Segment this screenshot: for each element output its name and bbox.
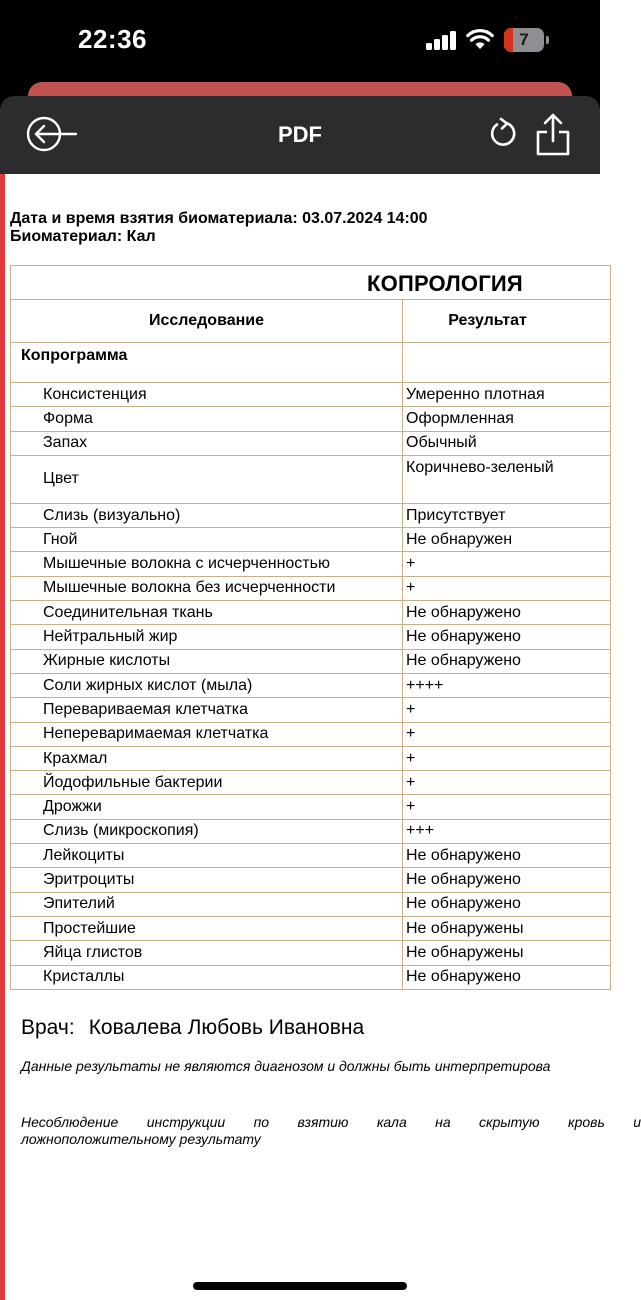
document-meta [10, 210, 428, 246]
warning-line-1 [21, 1114, 641, 1131]
status-time: 22:36 [78, 24, 147, 54]
warning-line-2: ложноположительному результату [21, 1131, 261, 1147]
test-result: Не обнаружено [403, 649, 611, 673]
column-header-study: Исследование [11, 300, 403, 343]
test-result: Присутствует [403, 503, 611, 527]
test-result: + [403, 771, 611, 795]
test-result: + [403, 722, 611, 746]
home-indicator[interactable] [193, 1282, 407, 1290]
warning-text [21, 1114, 641, 1148]
table-row [11, 503, 611, 527]
table-row [11, 844, 611, 868]
test-name: Форма [11, 407, 403, 431]
test-name: Мышечные волокна с исчерченностью [11, 552, 403, 576]
test-name: Соединительная ткань [11, 601, 403, 625]
warning-word: Несоблюдение [21, 1114, 119, 1130]
test-result: Не обнаружено [403, 601, 611, 625]
test-name: Соли жирных кислот (мыла) [11, 673, 403, 697]
test-name: Простейшие [11, 916, 403, 940]
share-icon[interactable] [536, 112, 570, 156]
test-result: + [403, 746, 611, 770]
test-name: Гной [11, 528, 403, 552]
test-name: Слизь (микроскопия) [11, 819, 403, 843]
table-row [11, 431, 611, 455]
pdf-document[interactable] [0, 174, 641, 1300]
battery-icon [504, 28, 544, 52]
test-name: Йодофильные бактерии [11, 771, 403, 795]
test-result: + [403, 795, 611, 819]
test-name: Перевариваемая клетчатка [11, 698, 403, 722]
table-row [11, 625, 611, 649]
test-result: Не обнаружено [403, 844, 611, 868]
sample-material: Биоматериал: Кал [10, 228, 156, 245]
test-result: ++++ [403, 673, 611, 697]
viewer-title: PDF [278, 122, 322, 147]
table-row [11, 868, 611, 892]
warning-word: взятию [297, 1114, 349, 1130]
section-title: Копрограмма [11, 343, 403, 383]
test-result: Не обнаружено [403, 965, 611, 989]
test-result: Коричнево-зеленый [403, 455, 611, 503]
test-result: + [403, 698, 611, 722]
table-row [11, 941, 611, 965]
test-result: + [403, 576, 611, 600]
test-result: Не обнаружено [403, 625, 611, 649]
warning-word: и [633, 1114, 641, 1130]
table-row [11, 819, 611, 843]
disclaimer-text: Данные результаты не являются диагнозом и должны быть интерпретирова [21, 1058, 551, 1074]
test-name: Мышечные волокна без исчерченности [11, 576, 403, 600]
test-result: Умеренно плотная [403, 383, 611, 407]
test-name: Лейкоциты [11, 844, 403, 868]
document-edge [0, 174, 5, 1300]
table-row [11, 576, 611, 600]
table-row [11, 649, 611, 673]
test-name: Яйца глистов [11, 941, 403, 965]
test-result: Обычный [403, 431, 611, 455]
test-result: Не обнаружено [403, 868, 611, 892]
table-row [11, 698, 611, 722]
table-row [11, 722, 611, 746]
table-row [11, 892, 611, 916]
table-row [11, 455, 611, 503]
test-name: Эритроциты [11, 868, 403, 892]
test-name: Цвет [11, 455, 403, 503]
test-result: Не обнаружены [403, 916, 611, 940]
test-name: Жирные кислоты [11, 649, 403, 673]
table-row [11, 383, 611, 407]
test-name: Консистенция [11, 383, 403, 407]
test-result: Не обнаружен [403, 528, 611, 552]
table-row [11, 528, 611, 552]
doctor-label: Врач: [21, 1016, 75, 1039]
test-name: Запах [11, 431, 403, 455]
table-row [11, 746, 611, 770]
test-result: Оформленная [403, 407, 611, 431]
test-name: Кристаллы [11, 965, 403, 989]
test-result: + [403, 552, 611, 576]
warning-word: скрытую [478, 1114, 540, 1130]
table-title: КОПРОЛОГИЯ [11, 266, 611, 300]
test-result: Не обнаружено [403, 892, 611, 916]
warning-word: кровь [567, 1114, 605, 1130]
table-row [11, 916, 611, 940]
test-name: Слизь (визуально) [11, 503, 403, 527]
pdf-viewer-header [0, 96, 600, 174]
wifi-icon [466, 28, 494, 50]
table-row [11, 795, 611, 819]
table-row [11, 601, 611, 625]
test-name: Эпителий [11, 892, 403, 916]
battery-level: 7 [519, 30, 529, 49]
table-row [11, 771, 611, 795]
warning-word: на [435, 1114, 451, 1130]
test-name: Крахмал [11, 746, 403, 770]
doctor-line [21, 1016, 364, 1040]
table-row [11, 673, 611, 697]
test-result: +++ [403, 819, 611, 843]
test-name: Дрожжи [11, 795, 403, 819]
reload-icon[interactable] [488, 117, 518, 149]
table-row [11, 552, 611, 576]
test-result: Не обнаружены [403, 941, 611, 965]
signal-icon [426, 31, 458, 50]
warning-word: кала [376, 1114, 407, 1130]
doctor-name: Ковалева Любовь Ивановна [88, 1016, 365, 1039]
results-table [10, 265, 611, 990]
table-row [11, 965, 611, 989]
warning-word: инструкции [146, 1114, 226, 1130]
sample-datetime: Дата и время взятия биоматериала: 03.07.2024 14:00 [10, 210, 428, 227]
test-name: Непереваримаемая клетчатка [11, 722, 403, 746]
warning-word: по [253, 1114, 270, 1130]
column-header-result: Результат [403, 300, 611, 343]
table-row [11, 407, 611, 431]
test-name: Нейтральный жир [11, 625, 403, 649]
